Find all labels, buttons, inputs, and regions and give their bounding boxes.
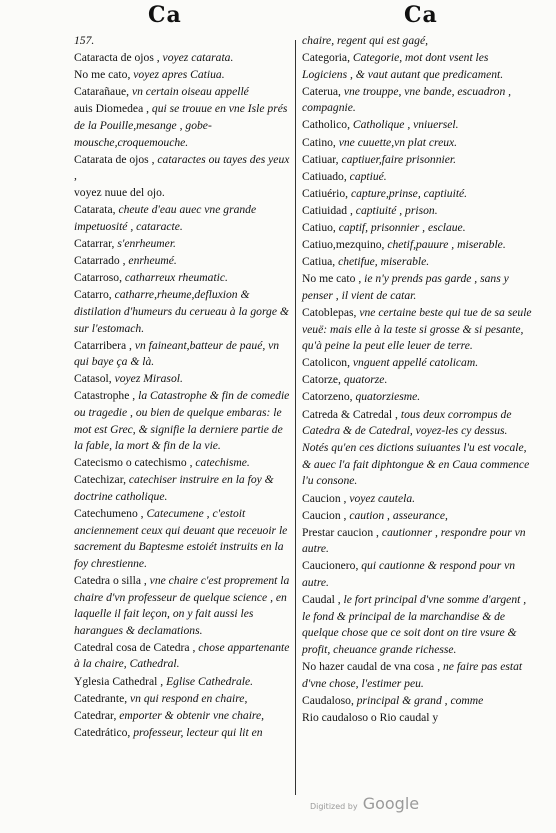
dictionary-entry <box>302 372 532 389</box>
entry-headword: Catarrar, <box>74 237 115 251</box>
entry-headword: Caucion , <box>302 491 347 505</box>
entry-headword: Caucion , <box>302 508 347 522</box>
entry-definition: vn qui respond en chaire, <box>130 691 248 705</box>
google-logo: Google <box>362 794 420 813</box>
dictionary-entry <box>302 220 532 237</box>
entry-definition: quatorze. <box>343 373 388 387</box>
entry-headword: Catedrante, <box>74 691 128 705</box>
entry-definition: catharre,rheume,defluxion & distilation d'humeurs du cerueau à la gorge & sur l'estomach. <box>74 288 289 335</box>
entry-headword: Catasol, <box>74 372 112 386</box>
entry-definition: caution , asseurance, <box>349 508 448 522</box>
entry-headword: Catiuidad , <box>302 203 353 217</box>
dictionary-entry <box>302 117 532 134</box>
dictionary-entry <box>74 388 294 454</box>
dictionary-entry <box>302 440 532 490</box>
entry-headword: Caudal , <box>302 593 341 607</box>
right-running-header: Ca <box>404 2 438 28</box>
entry-headword: Catino, <box>302 135 336 149</box>
dictionary-entry <box>302 305 532 355</box>
entry-definition: voyez catarata. <box>162 51 234 65</box>
dictionary-entry <box>302 389 532 406</box>
entry-headword: Catarroso, <box>74 271 122 285</box>
entry-definition: capture,prinse, captiuité. <box>350 186 468 200</box>
entry-definition: vne cuuette,vn plat creux. <box>338 135 458 149</box>
entry-headword: Yglesia Cathedral , <box>74 674 164 688</box>
dictionary-entry <box>74 33 294 50</box>
dictionary-entry <box>302 407 532 440</box>
dictionary-entry <box>302 152 532 169</box>
entry-definition: cheute d'eau auec vne grande impetuosité , cataracte. <box>74 203 257 234</box>
entry-definition: cautionner , respondre pour vn autre. <box>302 525 526 556</box>
entry-definition: Categorie, mot dont vsent les Logiciens , & vaut autant que predicament. <box>302 51 504 81</box>
dictionary-entry <box>302 592 532 658</box>
dictionary-entry <box>302 525 532 558</box>
entry-definition: chetif,pauure , miserable. <box>387 238 506 252</box>
dictionary-entry <box>302 491 532 508</box>
entry-definition: la Catastrophe & fin de comedie ou tragedie , ou bien de quelque embaras: le mot est Grec, & signifie la derniere partie de la fable, la mort & fin de la vie. <box>74 389 290 453</box>
entry-headword: Catedra o silla , <box>74 574 147 587</box>
dictionary-entry <box>74 573 294 639</box>
dictionary-entry <box>302 135 532 152</box>
entry-headword: voyez nuue del ojo. <box>74 186 165 200</box>
entry-definition: le fort principal d'vne somme d'argent , le fond & principal de la marchandise & de quelque chose que ce soit dont on tire vsure & profit, cheuance grande richesse. <box>302 593 527 656</box>
entry-headword: Prestar caucion , <box>302 525 379 539</box>
entry-headword: Cataracta de ojos , <box>74 51 160 65</box>
entry-definition: vne chaire c'est proprement la chaire d'vn professeur de quelque science , en laquelle il fait leçon, on y fait aussi les harangues & declamations. <box>74 574 290 637</box>
entry-headword: No me cato , <box>302 272 362 286</box>
entry-definition: Eglise Cathedrale. <box>166 674 254 688</box>
dictionary-entry <box>302 50 532 83</box>
entry-definition: qui cautionne & respond pour vn autre. <box>302 559 516 589</box>
entry-headword: Rio caudaloso o Rio caudal y <box>302 710 439 724</box>
entry-headword: Catedrático, <box>74 725 131 739</box>
entry-headword: Catreda & Catredal , <box>302 407 398 421</box>
entry-headword: Catiuério, <box>302 186 349 200</box>
entry-definition: vne certaine beste qui tue de sa seule veuë: mais elle à la teste si grosse & si pesante, qu'à peine la peut elle leuer de terre. <box>302 306 532 353</box>
dictionary-entry <box>302 508 532 525</box>
entry-headword: auis Diomedea , <box>74 102 150 116</box>
entry-headword: Catarribera , <box>74 338 132 352</box>
entry-definition: enrheumé. <box>128 254 177 268</box>
entry-definition: catechisme. <box>195 456 250 470</box>
dictionary-entry <box>74 725 294 742</box>
dictionary-entry <box>302 186 532 203</box>
column-divider <box>295 40 296 795</box>
entry-headword: Categoria, <box>302 51 350 65</box>
watermark-prefix: Digitized by <box>310 802 358 811</box>
dictionary-entry <box>302 355 532 372</box>
entry-headword: No me cato, <box>74 68 131 82</box>
entry-definition: Notés qu'en ces dictions suiuantes l'u est vocale, & auec l'a fait diphtongue & en Caua commence l'u consone. <box>302 441 530 488</box>
entry-definition: Catholique , vniuersel. <box>352 118 459 132</box>
dictionary-entry <box>74 506 294 572</box>
entry-definition: professeur, lecteur qui lit en <box>133 725 263 739</box>
dictionary-entry <box>74 674 294 691</box>
entry-headword: Catarro, <box>74 288 112 302</box>
right-column <box>302 33 532 727</box>
dictionary-entry <box>74 84 294 101</box>
entry-definition: captiuité , prison. <box>355 203 438 217</box>
dictionary-entry <box>302 271 532 304</box>
watermark <box>310 794 419 813</box>
dictionary-entry <box>302 84 532 117</box>
entry-definition: tous deux corrompus de Catedra & de Catedral, voyez-les cy dessus. <box>302 407 512 438</box>
entry-headword: Catecismo o catechismo , <box>74 456 193 470</box>
entry-definition: catechiser instruire en la foy & doctrine catholique. <box>74 473 274 504</box>
entry-headword: Caterua, <box>302 84 341 98</box>
dictionary-entry <box>302 169 532 186</box>
entry-headword: Catoblepas, <box>302 306 357 319</box>
entry-definition: s'enrheumer. <box>117 237 176 251</box>
entry-headword: Catiuar, <box>302 152 339 166</box>
dictionary-entry <box>74 185 294 202</box>
dictionary-entry <box>302 659 532 692</box>
dictionary-entry <box>74 236 294 253</box>
entry-headword: Catedral cosa de Catedra , <box>74 640 196 654</box>
dictionary-entry <box>74 691 294 708</box>
left-column <box>74 33 294 742</box>
entry-definition: vn faineant,batteur de paué, vn qui baye ça & là. <box>74 338 280 369</box>
dictionary-entry <box>74 472 294 505</box>
dictionary-entry <box>74 67 294 84</box>
entry-headword: Catechizar, <box>74 473 126 487</box>
dictionary-entry <box>302 33 532 50</box>
entry-headword: Catiuo,mezquino, <box>302 238 385 252</box>
entry-definition: ie n'y prends pas garde , sans y penser , il vient de catar. <box>302 272 509 302</box>
entry-headword: Catarata, <box>74 203 116 217</box>
entry-headword: Catarrado , <box>74 254 126 268</box>
entry-headword: Catorzeno, <box>302 390 353 404</box>
entry-headword: Catholico, <box>302 118 350 132</box>
entry-headword: Catedrar, <box>74 708 117 722</box>
dictionary-entry <box>74 152 294 185</box>
dictionary-entry <box>302 254 532 271</box>
entry-definition: emporter & obtenir vne chaire, <box>119 708 265 722</box>
dictionary-entry <box>74 50 294 67</box>
dictionary-entry <box>74 270 294 287</box>
dictionary-entry <box>74 101 294 151</box>
entry-definition: cataractes ou tayes des yeux , <box>74 152 290 183</box>
entry-definition: vnguent appellé catolicam. <box>352 356 479 370</box>
entry-definition: chetifue, miserable. <box>338 255 430 269</box>
entry-definition: captif, prisonnier , esclaue. <box>338 221 466 235</box>
dictionary-entry <box>302 710 532 727</box>
dictionary-entry <box>302 558 532 591</box>
entry-definition: voyez Mirasol. <box>114 372 183 386</box>
dictionary-entry <box>74 202 294 235</box>
dictionary-entry <box>302 203 532 220</box>
dictionary-entry <box>74 455 294 472</box>
entry-definition: qui se trouue en vne Isle prés de la Pouille,mesange , gobe-mousche,croquemouche. <box>74 102 288 149</box>
entry-definition: 157. <box>74 34 95 47</box>
dictionary-entry <box>302 693 532 710</box>
entry-headword: Catechumeno , <box>74 507 144 521</box>
dictionary-entry <box>302 237 532 254</box>
left-running-header: Ca <box>148 2 182 28</box>
dictionary-entry <box>74 708 294 725</box>
entry-definition: voyez cautela. <box>349 491 416 505</box>
entry-definition: vn certain oiseau appellé <box>131 85 249 99</box>
entry-definition: vne trouppe, vne bande, escuadron , compagnie. <box>302 84 512 115</box>
entry-headword: Catarañaue, <box>74 85 130 99</box>
entry-definition: principal & grand , comme <box>356 693 484 707</box>
dictionary-entry <box>74 338 294 371</box>
entry-headword: Catorze, <box>302 373 341 387</box>
entry-headword: Caudaloso, <box>302 693 354 707</box>
entry-headword: Catiua, <box>302 255 336 269</box>
dictionary-entry <box>74 371 294 388</box>
entry-definition: captiuer,faire prisonnier. <box>341 152 457 166</box>
entry-headword: Caucionero, <box>302 559 359 573</box>
dictionary-entry <box>74 287 294 337</box>
entry-headword: Catiuo, <box>302 221 336 235</box>
entry-headword: Catastrophe , <box>74 389 136 403</box>
entry-definition: captiué. <box>349 169 387 183</box>
dictionary-entry <box>74 253 294 270</box>
entry-definition: voyez apres Catiua. <box>133 68 225 82</box>
entry-headword: Catiuado, <box>302 169 347 183</box>
dictionary-entry <box>74 640 294 673</box>
entry-headword: Catolicon, <box>302 356 350 370</box>
entry-headword: No hazer caudal de vna cosa , <box>302 659 441 673</box>
entry-headword: Catarata de ojos , <box>74 152 155 166</box>
entry-definition: chaire, regent qui est gagé, <box>302 34 428 47</box>
entry-definition: chose appartenante à la chaire, Cathedral. <box>74 640 290 671</box>
entry-definition: ne faire pas estat d'vne chose, l'estimer peu. <box>302 659 523 690</box>
entry-definition: catharreux rheumatic. <box>124 271 228 285</box>
entry-definition: quatorziesme. <box>355 390 421 404</box>
entry-definition: Catecumene , c'estoit anciennement ceux qui deuant que receuoir le sacrement du Baptesme estoiét instruits en la foy chrestienne. <box>74 507 288 570</box>
